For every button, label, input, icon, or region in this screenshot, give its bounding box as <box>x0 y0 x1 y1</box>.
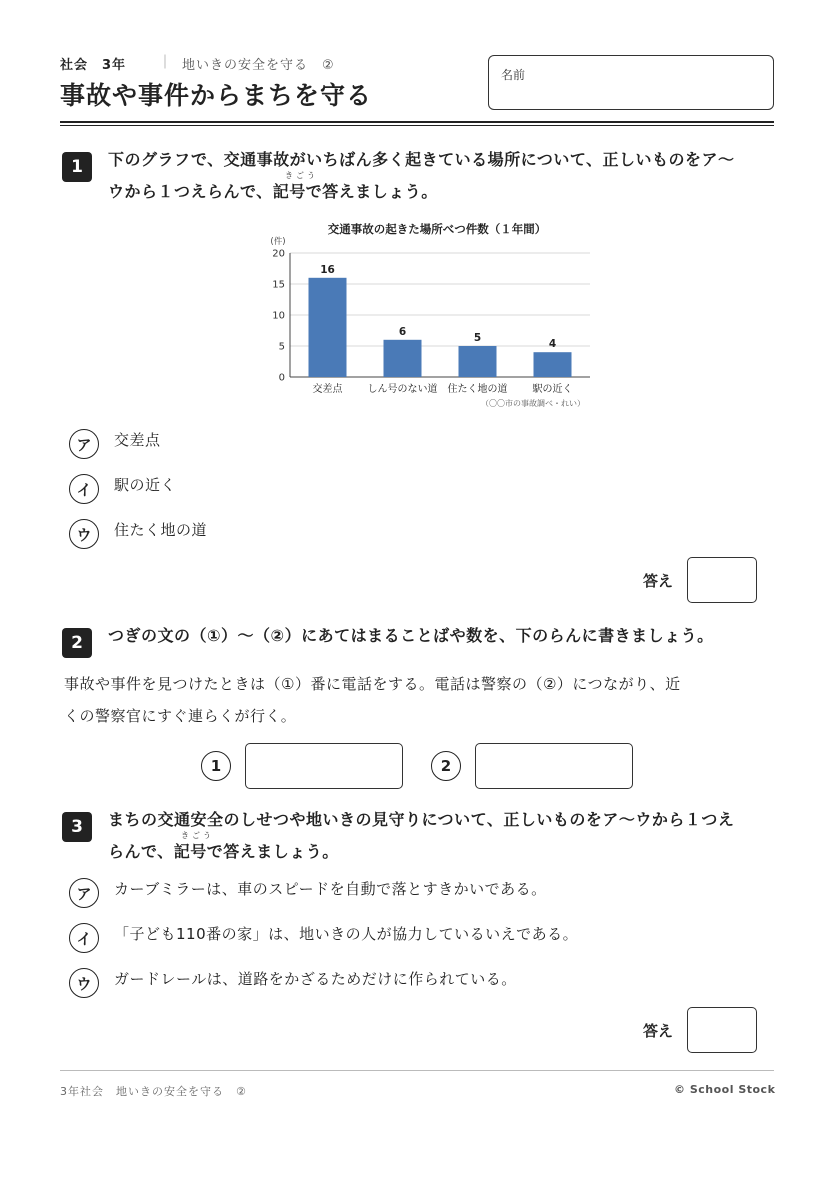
answer-1-box[interactable] <box>687 557 757 603</box>
question-1-text-line1: 下のグラフで、交通事故がいちばん多く起きている場所について、正しいものをア〜 <box>108 150 735 169</box>
answer-3-box[interactable] <box>687 1007 757 1053</box>
chart-bar <box>459 346 497 377</box>
x-tick-label: 交差点 <box>312 384 343 395</box>
option-a-text: 交差点 <box>114 431 161 449</box>
unit-name: 地いきの安全を守る ② <box>182 58 335 73</box>
blank-1-mark: 1 <box>201 751 231 781</box>
chart-source: （〇〇市の事故調べ・れい） <box>481 399 585 408</box>
y-tick-label: 15 <box>272 279 285 291</box>
blank-2-answer-box[interactable] <box>475 743 633 789</box>
option-b-mark[interactable]: イ <box>69 474 99 504</box>
bar-value-label: 4 <box>548 338 557 351</box>
option-c-mark[interactable]: ウ <box>69 519 99 549</box>
x-tick-label: 住たく地の道 <box>447 384 508 395</box>
chart-bar <box>309 278 347 377</box>
y-tick-label: 5 <box>278 341 285 353</box>
q3-option-a-mark[interactable]: ア <box>69 878 99 908</box>
question-3-number: 3 <box>62 812 92 842</box>
y-tick-label: 0 <box>278 372 285 384</box>
answer-3-label: 答え <box>643 1022 674 1040</box>
chart-bar <box>384 340 422 377</box>
header-separator: ｜ <box>158 55 172 71</box>
q3-option-a-text: カーブミラーは、車のスピードを自動で落とすきかいである。 <box>114 880 547 898</box>
bar-value-label: 16 <box>320 263 335 276</box>
question-2-body-line1: 事故や事件を見つけたときは（①）番に電話をする。電話は警察の（②）につながり、近 <box>64 675 681 693</box>
subject-grade: 社会 3年 <box>60 58 127 73</box>
bar-value-label: 5 <box>473 332 482 344</box>
question-2-body-line2: くの警察官にすぐ連らくが行く。 <box>64 707 297 725</box>
bar-value-label: 6 <box>398 325 407 338</box>
y-tick-label: 10 <box>272 310 285 322</box>
header-rule <box>60 121 774 123</box>
x-tick-label: 駅の近く <box>532 384 573 395</box>
footer-rule <box>60 1070 774 1071</box>
question-1-ruby: きごう <box>285 171 318 180</box>
option-a-mark[interactable]: ア <box>69 429 99 459</box>
blank-1-answer-box[interactable] <box>245 743 403 789</box>
q3-option-b-mark[interactable]: イ <box>69 923 99 953</box>
header-rule-thin <box>60 125 774 126</box>
question-3-ruby: きごう <box>181 831 214 840</box>
option-c-text: 住たく地の道 <box>114 521 208 539</box>
answer-1-label: 答え <box>643 572 674 590</box>
q3-option-b-text: 「子ども110番の家」は、地いきの人が協力しているいえである。 <box>114 925 579 943</box>
blank-2-mark: 2 <box>431 751 461 781</box>
chart-title: 交通事故の起きた場所べつ件数（１年間） <box>327 222 547 236</box>
question-1-number: 1 <box>62 152 92 182</box>
name-field[interactable] <box>488 55 774 110</box>
question-2-text: つぎの文の（①）〜（②）にあてはまることばや数を、下のらんに書きましょう。 <box>108 626 714 645</box>
footer-left: 3年社会 地いきの安全を守る ② <box>60 1085 247 1098</box>
accident-location-chart <box>260 215 600 415</box>
y-tick-label: 20 <box>272 248 285 260</box>
name-label: 名前 <box>501 68 526 82</box>
question-3-text-line1: まちの交通安全のしせつや地いきの見守りについて、正しいものをア〜ウから１つえ <box>108 810 735 829</box>
chart-bar <box>534 352 572 377</box>
q3-option-c-mark[interactable]: ウ <box>69 968 99 998</box>
footer-copyright: © School Stock <box>674 1083 776 1096</box>
x-tick-label: しん号のない道 <box>367 384 438 395</box>
question-3-text-line2: らんで、記号で答えましょう。 <box>108 842 339 861</box>
question-2-number: 2 <box>62 628 92 658</box>
question-1-text-line2: ウから１つえらんで、記号で答えましょう。 <box>108 182 438 201</box>
page-title: 事故や事件からまちを守る <box>60 81 373 110</box>
option-b-text: 駅の近く <box>114 476 177 494</box>
q3-option-c-text: ガードレールは、道路をかざるためだけに作られている。 <box>114 970 517 988</box>
y-axis-unit: (件) <box>270 237 286 247</box>
